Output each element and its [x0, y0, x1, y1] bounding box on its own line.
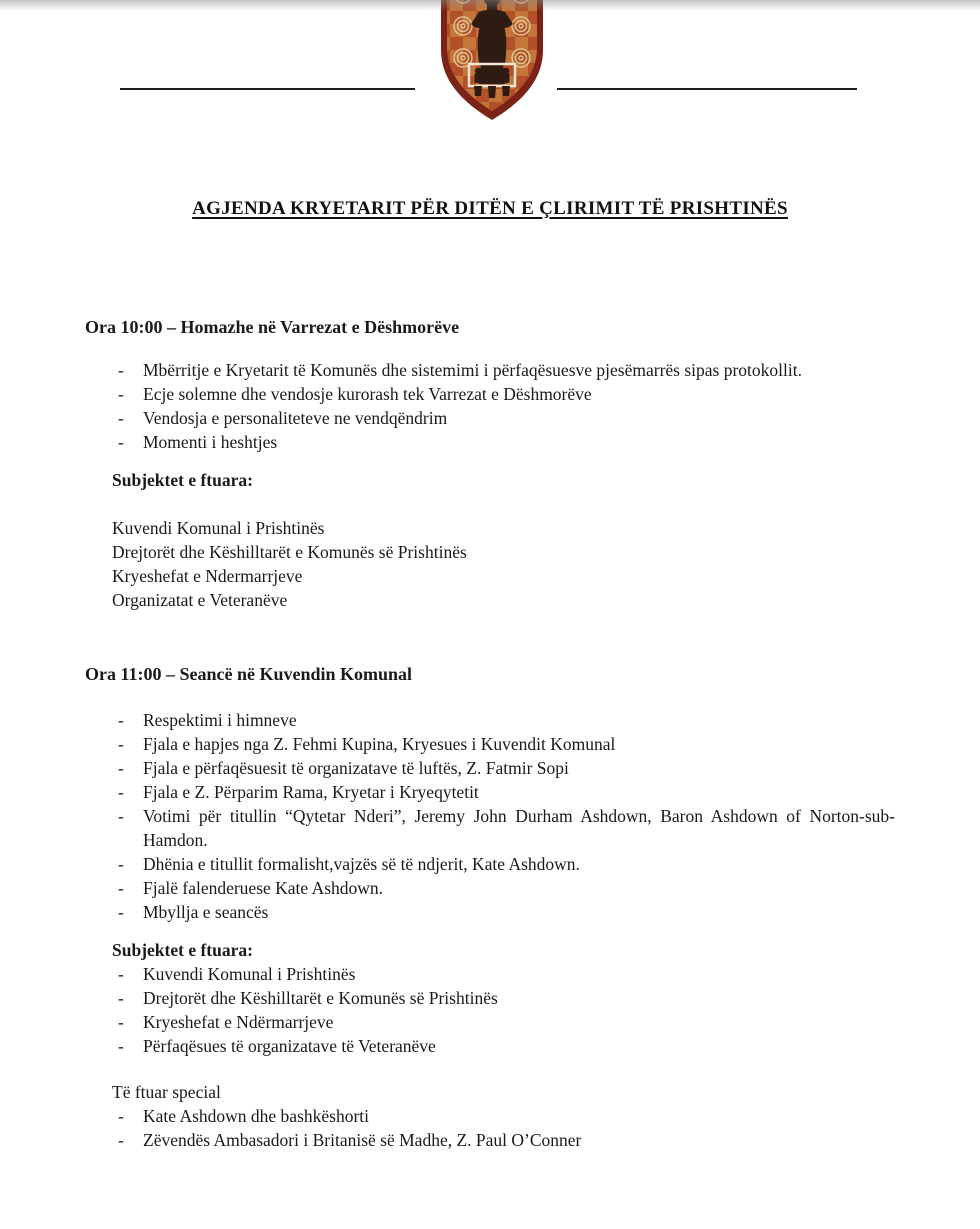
- agenda-item-row: [85, 382, 895, 406]
- bullet-dash: -: [118, 432, 124, 452]
- bullet-dash: -: [118, 782, 124, 802]
- section-heading-ora-11: Ora 11:00 – Seancë në Kuvendin Komunal: [85, 664, 413, 684]
- invited-subject-text: Kuvendi Komunal i Prishtinës: [143, 964, 356, 984]
- invited-subject-row: [85, 1034, 895, 1058]
- bullet-dash: -: [118, 988, 124, 1008]
- special-guest-row: [85, 1128, 895, 1152]
- bullet-dash: -: [118, 758, 124, 778]
- agenda-item-text: Fjala e përfaqësuesit të organizatave të luftës, Z. Fatmir Sopi: [143, 758, 569, 778]
- agenda-item-text: Votimi për titullin “Qytetar Nderi”, Jeremy John Durham Ashdown, Baron Ashdown of Norton-sub-Hamdon.: [143, 806, 895, 850]
- invited-subject-row: [85, 1010, 895, 1034]
- bullet-dash: -: [118, 360, 124, 380]
- agenda-item-row: [85, 406, 895, 430]
- section-heading-ora-10: Ora 10:00 – Homazhe në Varrezat e Dëshmorëve: [85, 317, 460, 337]
- agenda-item-row: [85, 430, 895, 454]
- invited-subjects-heading-2: Subjektet e ftuara:: [112, 940, 253, 960]
- bullet-dash: -: [118, 806, 124, 826]
- bullet-dash: -: [118, 854, 124, 874]
- invited-subject-item: Organizatat e Veteranëve: [112, 590, 288, 610]
- agenda-item-text: Mbyllja e seancës: [143, 902, 269, 922]
- invited-subjects-bullet-list: [85, 962, 895, 1058]
- agenda-item-row: [85, 732, 895, 756]
- bullet-dash: -: [118, 1106, 124, 1126]
- invited-subject-row: [85, 962, 895, 986]
- invited-subject-item: Kuvendi Komunal i Prishtinës: [112, 518, 325, 538]
- invited-subject-text: Drejtorët dhe Këshilltarët e Komunës së Prishtinës: [143, 988, 498, 1008]
- bullet-dash: -: [118, 710, 124, 730]
- agenda-item-row: [85, 876, 895, 900]
- special-guests-heading: Të ftuar special: [112, 1082, 221, 1102]
- agenda-item-row: [85, 780, 895, 804]
- special-guest-row: [85, 1104, 895, 1128]
- invited-subject-item: Kryeshefat e Ndermarrjeve: [112, 566, 303, 586]
- special-guest-text: Kate Ashdown dhe bashkëshorti: [143, 1106, 370, 1126]
- bullet-dash: -: [118, 408, 124, 428]
- agenda-item-text: Ecje solemne dhe vendosje kurorash tek Varrezat e Dëshmorëve: [143, 384, 592, 404]
- bullet-dash: -: [118, 964, 124, 984]
- agenda-item-row: [85, 804, 895, 852]
- bullet-dash: -: [118, 384, 124, 404]
- bullet-list-ora-11: [85, 708, 895, 924]
- invited-subject-row: [85, 986, 895, 1010]
- prishtina-coat-of-arms-icon: [437, 0, 547, 122]
- agenda-item-text: Vendosja e personaliteteve ne vendqëndrim: [143, 408, 448, 428]
- agenda-item-row: [85, 900, 895, 924]
- bullet-dash: -: [118, 1130, 124, 1150]
- special-guest-text: Zëvendës Ambasadori i Britanisë së Madhe, Z. Paul O’Conner: [143, 1130, 582, 1150]
- agenda-item-text: Mbërritje e Kryetarit të Komunës dhe sistemimi i përfaqësuesve pjesëmarrës sipas protokollit.: [143, 360, 802, 380]
- header-rule-left: [120, 88, 415, 90]
- bullet-list-ora-10: [85, 358, 895, 454]
- agenda-item-text: Fjala e Z. Përparim Rama, Kryetar i Kryeqytetit: [143, 782, 479, 802]
- bullet-dash: -: [118, 734, 124, 754]
- agenda-item-row: [85, 756, 895, 780]
- invited-subjects-heading: Subjektet e ftuara:: [112, 470, 253, 490]
- bullet-dash: -: [118, 878, 124, 898]
- document-content: [0, 197, 980, 1152]
- document-header: [0, 0, 980, 125]
- bullet-dash: -: [118, 1036, 124, 1056]
- special-guests-list: [85, 1104, 895, 1152]
- header-rule-right: [557, 88, 857, 90]
- agenda-item-text: Fjalë falenderuese Kate Ashdown.: [143, 878, 384, 898]
- agenda-item-text: Momenti i heshtjes: [143, 432, 278, 452]
- bullet-dash: -: [118, 902, 124, 922]
- invited-subject-text: Përfaqësues të organizatave të Veteranëve: [143, 1036, 436, 1056]
- invited-subject-text: Kryeshefat e Ndërmarrjeve: [143, 1012, 334, 1032]
- agenda-item-text: Dhënia e titullit formalisht,vajzës së të ndjerit, Kate Ashdown.: [143, 854, 580, 874]
- agenda-item-row: [85, 358, 895, 382]
- invited-subject-item: Drejtorët dhe Këshilltarët e Komunës së Prishtinës: [112, 542, 467, 562]
- agenda-item-text: Fjala e hapjes nga Z. Fehmi Kupina, Kryesues i Kuvendit Komunal: [143, 734, 616, 754]
- agenda-item-text: Respektimi i himneve: [143, 710, 297, 730]
- invited-subjects-list: [112, 516, 895, 612]
- bullet-dash: -: [118, 1012, 124, 1032]
- agenda-item-row: [85, 852, 895, 876]
- agenda-item-row: [85, 708, 895, 732]
- page-title: AGJENDA KRYETARIT PËR DITËN E ÇLIRIMIT TË PRISHTINËS: [192, 198, 788, 219]
